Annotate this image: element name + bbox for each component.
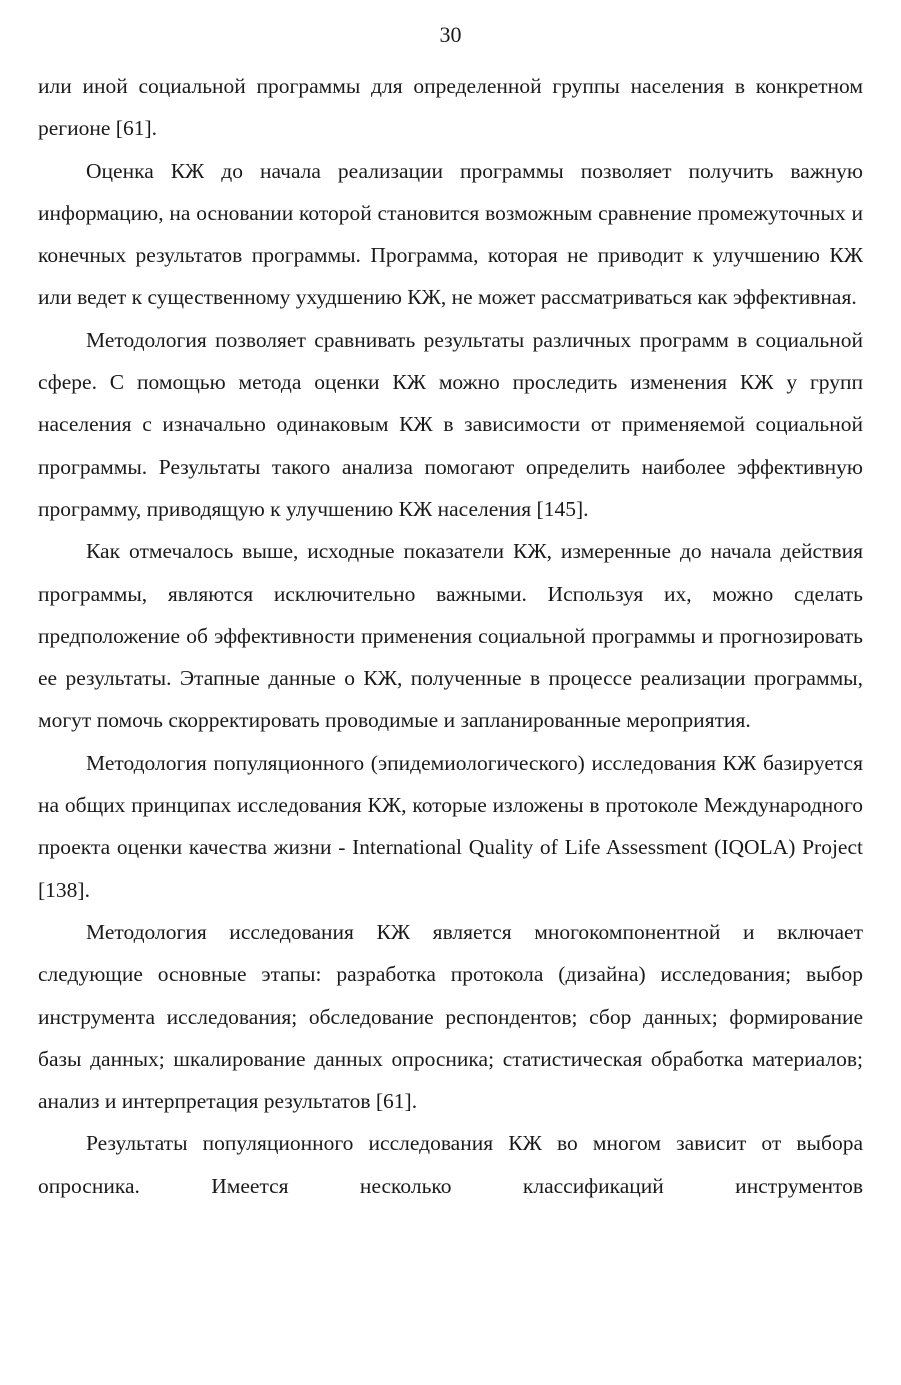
paragraph-research-stages: Методология исследования КЖ является многокомпонентной и включает следующие основные этапы: разработка протокола (дизайна) исследования; выбор инструмента исследования; обследование респондентов; сбор данных; формирование базы данных; шкалирование данных опросника; статистическая обработка материалов; анализ и интерпретация результатов [61]. [38,919,863,1114]
paragraph-baseline-indicators: Как отмечалось выше, исходные показатели КЖ, измеренные до начала действия программы, являются исключительно важными. Используя их, можно сделать предположение об эффективности применения социальной программы и прогнозировать ее результаты. Этапные данные о КЖ, полученные в процессе реализации программы, могут помочь скорректировать проводимые и запланированные мероприятия. [38,539,863,733]
body-text [38,65,863,1207]
page-number: 30 [439,22,462,47]
paragraph-continuation: или иной социальной программы для определенной группы населения в конкретном регионе [61]. [38,74,863,141]
paragraph-population-study: Методология популяционного (эпидемиологического) исследования КЖ базируется на общих принципах исследования КЖ, которые изложены в протоколе Международного проекта оценки качества жизни - International Quality of Life Assessment (IQOLA) Project [138]. [38,750,863,902]
paragraph-methodology-comparison: Методология позволяет сравнивать результаты различных программ в социальной сфере. С помощью метода оценки КЖ можно проследить изменения КЖ у групп населения с изначально одинаковым КЖ в зависимости от применяемой социальной программы. Результаты такого анализа помогают определить наиболее эффективную программу, приводящую к улучшению КЖ населения [145]. [38,327,863,521]
paragraph-baseline-assessment: Оценка КЖ до начала реализации программы позволяет получить важную информацию, на основании которой становится возможным сравнение промежуточных и конечных результатов программы. Программа, которая не приводит к улучшению КЖ или ведет к существенному ухудшению КЖ, не может рассматриваться как эффективная. [38,158,863,310]
paragraph-questionnaire-choice: Результаты популяционного исследования КЖ во многом зависит от выбора опросника. Имеется несколько классификаций инструментов [38,1131,863,1198]
